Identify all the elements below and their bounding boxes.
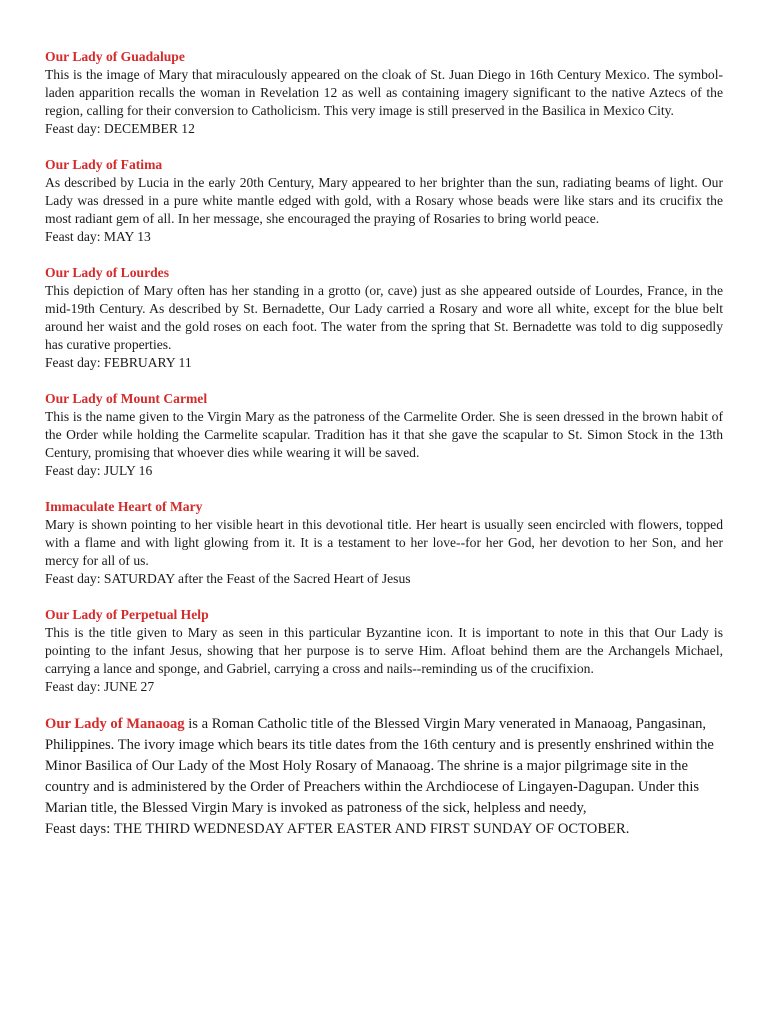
entry-feast-day: Feast day: JUNE 27 <box>45 679 155 694</box>
entry-description: This is the name given to the Virgin Mary as the patroness of the Carmelite Order. She is seen dressed in the brown habit of the Order while holding the Carmelite scapular. Tradition has it that she gave the scapular to St. Simon Stock in the 13th Century, promising that whoever dies while wearing it will be saved. <box>45 409 723 460</box>
entry-feast-day: Feast day: MAY 13 <box>45 229 151 244</box>
entry-title: Our Lady of Guadalupe <box>45 49 185 64</box>
entry-feast-day: Feast day: SATURDAY after the Feast of the Sacred Heart of Jesus <box>45 571 411 586</box>
entry-feast-day: Feast days: THE THIRD WEDNESDAY AFTER EASTER AND FIRST SUNDAY OF OCTOBER. <box>45 821 630 837</box>
document-body <box>45 48 723 858</box>
entry-title: Our Lady of Fatima <box>45 157 163 172</box>
entry-feast-day: Feast day: DECEMBER 12 <box>45 121 195 136</box>
entry-description: Mary is shown pointing to her visible heart in this devotional title. Her heart is usually seen encircled with flowers, topped with a flame and with light glowing from it. It is a testament to her love--for her God, her devotion to her Son, and her mercy for all of us. <box>45 517 723 568</box>
entry-title: Our Lady of Lourdes <box>45 265 170 280</box>
entry-feast-day: Feast day: FEBRUARY 11 <box>45 355 192 370</box>
entry-description: As described by Lucia in the early 20th Century, Mary appeared to her brighter than the sun, radiating beams of light. Our Lady was dressed in a pure white mantle edged with gold, with a Rosary whose beads were like stars and its crucifix the most radiant gem of all. In her message, she encouraged the praying of Rosaries to bring world peace. <box>45 175 723 226</box>
entry-title: Our Lady of Mount Carmel <box>45 391 208 406</box>
entry-description: This is the title given to Mary as seen in this particular Byzantine icon. It is important to note in this that Our Lady is pointing to the infant Jesus, showing that her purpose is to serve Him. Afloat behind them are the Archangels Michael, carrying a lance and sponge, and Gabriel, carrying a cross and nails--reminding us of the crucifixion. <box>45 625 723 676</box>
entry-description: This depiction of Mary often has her standing in a grotto (or, cave) just as she appeared outside of Lourdes, France, in the mid-19th Century. As described by St. Bernadette, Our Lady carried a Rosary and wore all white, except for the blue belt around her waist and the gold roses on each foot. The water from the spring that St. Bernadette was told to dig supposedly has curative properties. <box>45 283 723 352</box>
entry-mount-carmel <box>45 390 723 480</box>
entry-perpetual-help <box>45 606 723 696</box>
entry-description: This is the image of Mary that miraculously appeared on the cloak of St. Juan Diego in 16th Century Mexico. The symbol-laden apparition recalls the woman in Revelation 12 as well as containing imagery significant to the native Aztecs of the region, calling for their conversion to Catholicism. This very image is still preserved in the Basilica in Mexico City. <box>45 67 723 118</box>
entry-fatima <box>45 156 723 246</box>
entry-description: is a Roman Catholic title of the Blessed Virgin Mary venerated in Manaoag, Pangasinan, Philippines. The ivory image which bears its title dates from the 16th century and is presently enshrined within the Minor Basilica of Our Lady of the Most Holy Rosary of Manaoag. The shrine is a major pilgrimage site in the country and is administered by the Order of Preachers within the Archdiocese of Lingayen-Dagupan. Under this Marian title, the Blessed Virgin Mary is invoked as patroness of the sick, helpless and needy, <box>45 716 714 816</box>
entry-title: Immaculate Heart of Mary <box>45 499 203 514</box>
entry-manaoag <box>45 714 723 840</box>
entry-title: Our Lady of Perpetual Help <box>45 607 209 622</box>
entry-lourdes <box>45 264 723 372</box>
entry-immaculate-heart <box>45 498 723 588</box>
entry-guadalupe <box>45 48 723 138</box>
entry-title: Our Lady of Manaoag <box>45 716 185 732</box>
entry-feast-day: Feast day: JULY 16 <box>45 463 153 478</box>
